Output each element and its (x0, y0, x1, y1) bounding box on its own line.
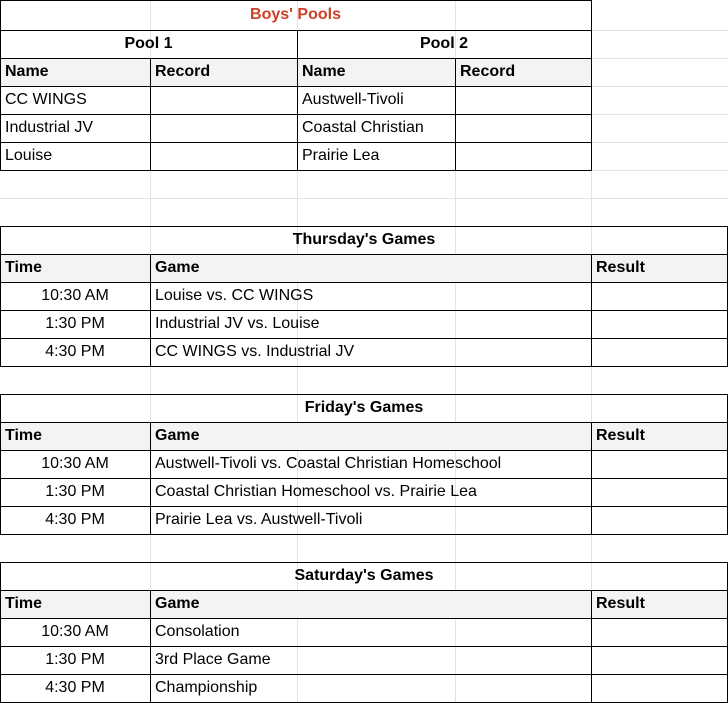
game-matchup[interactable]: Coastal Christian Homeschool vs. Prairie Lea (155, 483, 477, 500)
cell-border (0, 450, 728, 451)
pool2-name-header[interactable]: Name (297, 58, 455, 86)
game-result[interactable] (591, 450, 728, 478)
game-time[interactable]: 10:30 AM (41, 623, 109, 640)
cell-border (0, 0, 1, 171)
game-matchup[interactable]: Championship (155, 679, 258, 696)
game-result[interactable] (591, 646, 728, 674)
game-matchup[interactable]: Consolation (155, 623, 240, 640)
game-result[interactable] (591, 282, 728, 310)
game-time[interactable]: 10:30 AM (41, 455, 109, 472)
cell-border (0, 394, 728, 395)
cell-border (591, 254, 592, 367)
game-matchup[interactable]: 3rd Place Game (155, 651, 271, 668)
game-result[interactable] (591, 506, 728, 534)
time-header[interactable]: Time (0, 422, 150, 450)
cell-border (0, 58, 592, 59)
cell-border (150, 590, 151, 703)
cell-border (0, 254, 728, 255)
game-matchup[interactable]: Industrial JV vs. Louise (155, 315, 320, 332)
pool2-team-name[interactable]: Coastal Christian (302, 119, 424, 136)
pool1-name-header[interactable]: Name (0, 58, 150, 86)
game-result[interactable] (591, 478, 728, 506)
pool2-team-name[interactable]: Prairie Lea (302, 147, 380, 164)
pool1-team-name[interactable]: Industrial JV (5, 119, 94, 136)
cell-border (150, 58, 151, 171)
cell-border (297, 30, 298, 171)
cell-border (0, 562, 1, 703)
cell-border (0, 534, 728, 535)
pool1-team-name[interactable]: CC WINGS (5, 91, 87, 108)
cell-border (0, 674, 728, 675)
game-result[interactable] (591, 310, 728, 338)
cell-border (0, 338, 728, 339)
schedule-title[interactable]: Friday's Games (304, 399, 424, 416)
cell-border (0, 562, 728, 563)
pool1-team-record[interactable] (150, 86, 297, 114)
cell-border (0, 506, 728, 507)
game-time[interactable]: 10:30 AM (41, 287, 109, 304)
game-matchup[interactable]: Prairie Lea vs. Austwell-Tivoli (155, 511, 363, 528)
cell-border (0, 142, 592, 143)
cell-border (591, 590, 592, 703)
game-header[interactable]: Game (150, 590, 591, 618)
cell-border (0, 394, 1, 535)
game-time[interactable]: 4:30 PM (45, 343, 105, 360)
pool2-heading[interactable]: Pool 2 (419, 35, 468, 52)
cell-border (150, 422, 151, 535)
cell-border (0, 30, 592, 31)
result-header[interactable]: Result (591, 422, 728, 450)
schedule-title[interactable]: Thursday's Games (292, 231, 436, 248)
cell-border (0, 114, 592, 115)
cell-border (0, 422, 728, 423)
game-result[interactable] (591, 674, 728, 702)
cell-border (0, 226, 1, 367)
cell-border (0, 0, 592, 1)
time-header[interactable]: Time (0, 590, 150, 618)
game-time[interactable]: 1:30 PM (45, 483, 105, 500)
schedule-title[interactable]: Saturday's Games (294, 567, 434, 584)
pool2-record-header[interactable]: Record (455, 58, 591, 86)
game-matchup[interactable]: CC WINGS vs. Industrial JV (155, 343, 355, 360)
pool1-team-record[interactable] (150, 114, 297, 142)
game-time[interactable]: 1:30 PM (45, 651, 105, 668)
cell-border (0, 618, 728, 619)
time-header[interactable]: Time (0, 254, 150, 282)
pool2-team-name[interactable]: Austwell-Tivoli (302, 91, 404, 108)
cell-border (150, 254, 151, 367)
game-time[interactable]: 4:30 PM (45, 679, 105, 696)
pools-title[interactable]: Boys' Pools (250, 6, 341, 23)
pool2-team-record[interactable] (455, 86, 591, 114)
cell-border (591, 0, 592, 171)
pool2-team-record[interactable] (455, 114, 591, 142)
game-time[interactable]: 4:30 PM (45, 511, 105, 528)
cell-border (0, 282, 728, 283)
pool2-team-record[interactable] (455, 142, 591, 170)
cell-border (455, 58, 456, 171)
game-matchup[interactable]: Austwell-Tivoli vs. Coastal Christian Homeschool (155, 455, 502, 472)
cell-border (0, 478, 728, 479)
game-header[interactable]: Game (150, 422, 591, 450)
game-header[interactable]: Game (150, 254, 591, 282)
cell-border (0, 646, 728, 647)
game-time[interactable]: 1:30 PM (45, 315, 105, 332)
pool1-team-name[interactable]: Louise (5, 147, 53, 164)
cell-border (0, 310, 728, 311)
result-header[interactable]: Result (591, 590, 728, 618)
result-header[interactable]: Result (591, 254, 728, 282)
game-result[interactable] (591, 338, 728, 366)
game-matchup[interactable]: Louise vs. CC WINGS (155, 287, 314, 304)
game-result[interactable] (591, 618, 728, 646)
pool1-record-header[interactable]: Record (150, 58, 297, 86)
grid-row-line (0, 198, 728, 199)
cell-border (0, 170, 592, 171)
pool1-heading[interactable]: Pool 1 (124, 35, 173, 52)
cell-border (0, 226, 728, 227)
pool1-team-record[interactable] (150, 142, 297, 170)
cell-border (0, 86, 592, 87)
cell-border (0, 366, 728, 367)
cell-border (591, 422, 592, 535)
cell-border (0, 590, 728, 591)
